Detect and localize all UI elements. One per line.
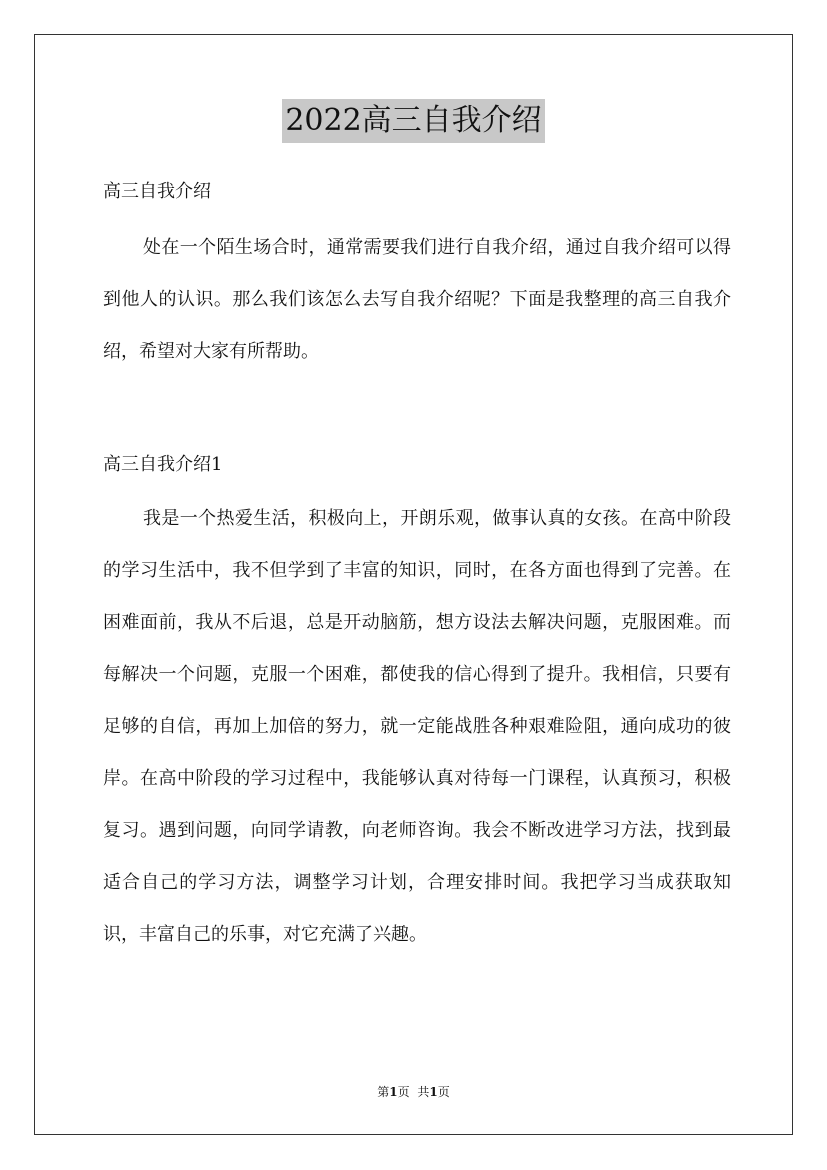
- page-suffix: 页: [397, 1085, 410, 1099]
- document-title: 2022高三自我介绍: [282, 99, 544, 143]
- section-1-paragraph: 我是一个热爱生活，积极向上，开朗乐观，做事认真的女孩。在高中阶段的学习生活中，我不但学到了丰富的知识，同时，在各方面也得到了完善。在困难面前，我从不后退，总是开动脑筋，想方设法去解决问题，克服困难。而每解决一个问题，克服一个困难，都使我的信心得到了提升。我相信，只要有足够的自信，再加上加倍的努力，就一定能战胜各种艰难险阻，通向成功的彼岸。在高中阶段的学习过程中，我能够认真对待每一门课程，认真预习，积极复习。遇到问题，向同学请教，向老师咨询。我会不断改进学习方法，找到最适合自己的学习方法，调整学习计划，合理安排时间。我把学习当成获取知识，丰富自己的乐事，对它充满了兴趣。: [103, 508, 731, 945]
- page-footer: [0, 1083, 827, 1101]
- total-suffix: 页: [437, 1085, 450, 1099]
- document-heading: 高三自我介绍: [103, 181, 211, 202]
- page-total: 1: [429, 1085, 438, 1099]
- page-prefix: 第: [377, 1085, 390, 1099]
- page-current: 1: [389, 1085, 398, 1099]
- title-area: [0, 99, 827, 143]
- intro-paragraph: 处在一个陌生场合时，通常需要我们进行自我介绍，通过自我介绍可以得到他人的认识。那么我们该怎么去写自我介绍呢？下面是我整理的高三自我介绍，希望对大家有所帮助。: [103, 237, 731, 362]
- section-1-heading: 高三自我介绍1: [103, 454, 223, 475]
- total-prefix: 共: [417, 1085, 430, 1099]
